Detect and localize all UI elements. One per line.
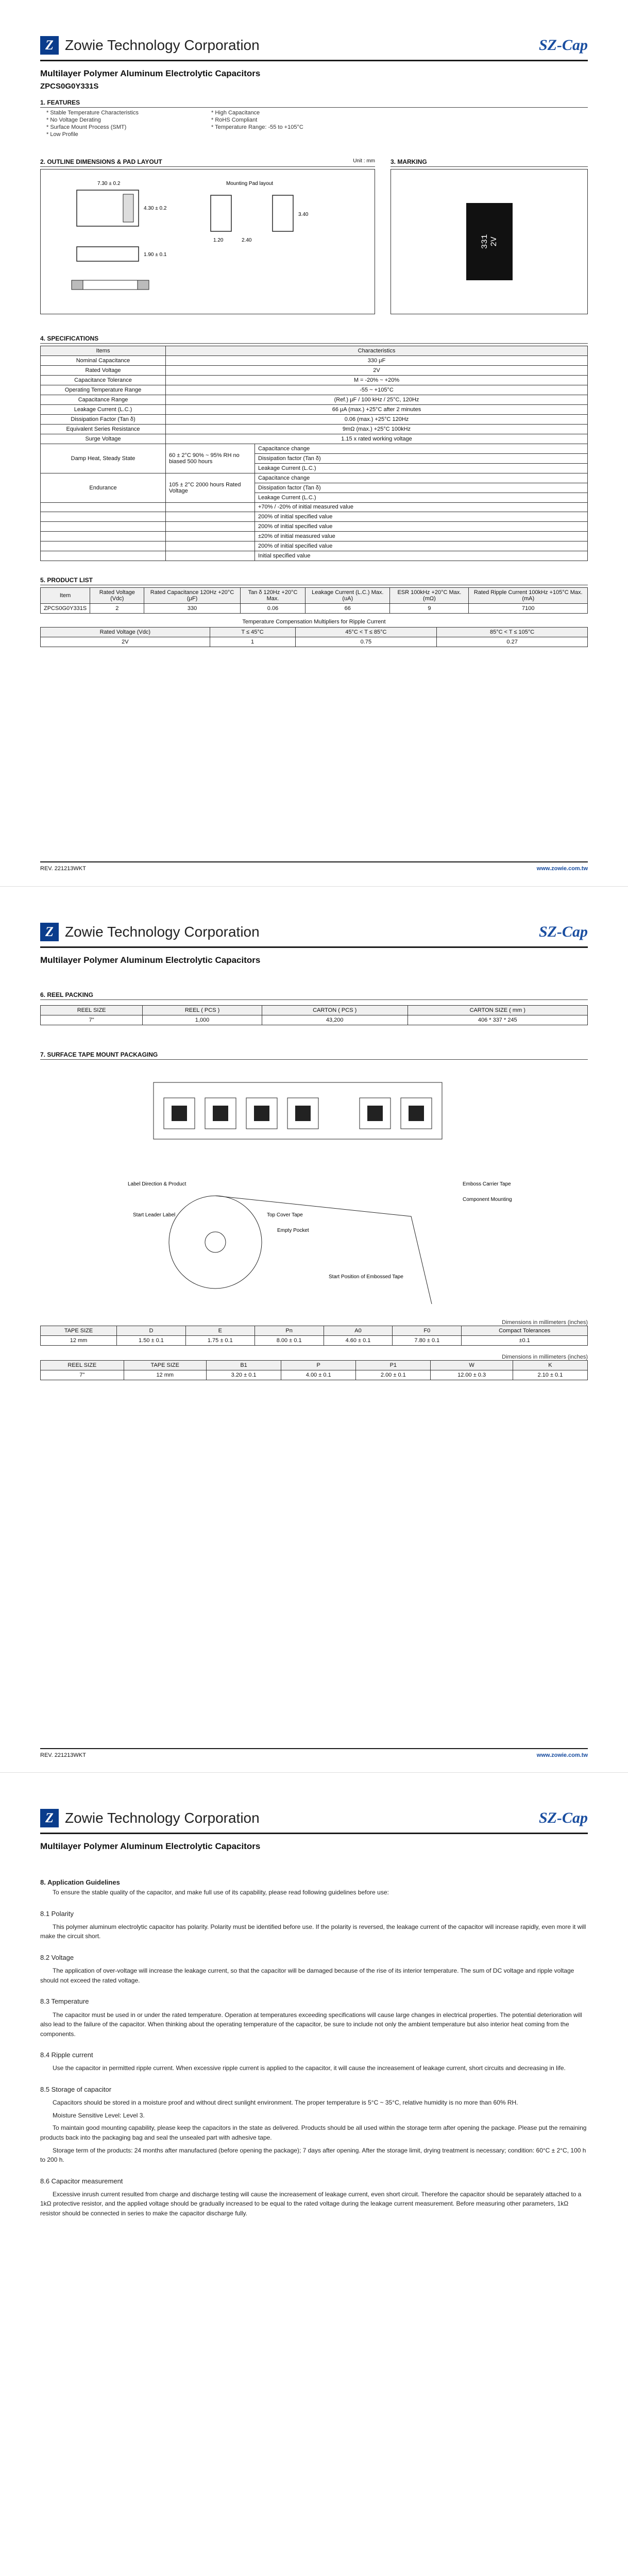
table-row: Surge Voltage 1.15 x rated working voltage bbox=[41, 434, 588, 444]
feature-item: * Temperature Range: -55 to +105°C bbox=[211, 124, 376, 130]
part-number: ZPCS0G0Y331S bbox=[40, 82, 99, 91]
page-3 bbox=[0, 1772, 628, 2576]
page-2 bbox=[0, 886, 628, 1773]
page-header bbox=[40, 1773, 588, 1834]
marking-line: 2V bbox=[489, 236, 499, 247]
section-text: This polymer aluminum electrolytic capacitor has polarity. Polarity must be identified before use. If the polarity is reversed, the leakage current of the capacitor will increase rapidly, even more it will make the circuit short. bbox=[40, 1923, 586, 1940]
section-text: The application of over-voltage will increase the leakage current, so that the capacitor will be damaged because of the rise of its interior temperature. The sum of DC voltage and ripple voltage should not exceed the rated voltage. bbox=[40, 1967, 574, 1984]
table-row: 12 mm 1.50 ± 0.1 1.75 ± 0.1 8.00 ± 0.1 4.60 ± 0.1 7.80 ± 0.1 ±0.1 bbox=[41, 1336, 588, 1346]
mounting-pad-label: Mounting Pad layout bbox=[226, 181, 274, 187]
section-text: Use the capacitor in permitted ripple current. When excessive ripple current is applied to the capacitor, it will cause the increasement of leakage current, short circuits and decreasing in life. bbox=[53, 2064, 566, 2072]
feature-item: * Surface Mount Process (SMT) bbox=[46, 124, 211, 130]
section-heading: 8.3 Temperature bbox=[40, 1997, 89, 2006]
marking-title: 3. MARKING bbox=[391, 158, 588, 167]
table-row: Operating Temperature Range -55 ~ +105°C bbox=[41, 385, 588, 395]
svg-text:Label Direction & Product: Label Direction & Product bbox=[128, 1181, 186, 1187]
dim-length: 7.30 ± 0.2 bbox=[97, 181, 121, 187]
reel-title: 6. REEL PACKING bbox=[40, 991, 588, 1000]
outline-drawing bbox=[40, 169, 375, 314]
marking-line: 331 bbox=[480, 234, 489, 249]
table-row: Endurance 105 ± 2°C 2000 hours Rated Voltage Capacitance change bbox=[41, 473, 588, 483]
rev-label: REV. 221213WKT bbox=[40, 866, 86, 872]
section-heading: 8.4 Ripple current bbox=[40, 2051, 93, 2059]
doc-title: Multilayer Polymer Aluminum Electrolytic Capacitors bbox=[40, 1841, 261, 1851]
product-table: Item Rated Voltage (Vdc) Rated Capacitance 120Hz +20°C (μF) Tan δ 120Hz +20°C Max. Leakage Current (L.C.) Max. (uA) ESR 100kHz +20°C Max. (mΩ) Rated Ripple Current 100kHz +105°C Max. (mA) ZPCS0G0Y331S 2 330 0.06 66 9 7100 bbox=[40, 587, 588, 614]
svg-text:Top Cover Tape: Top Cover Tape bbox=[267, 1212, 303, 1218]
brand-logo: SZ-Cap bbox=[538, 37, 588, 54]
table-row: Equivalent Series Resistance 9mΩ (max.) +25°C 100kHz bbox=[41, 425, 588, 434]
company-name: Zowie Technology Corporation bbox=[65, 1810, 260, 1826]
table-row: Capacitance Range (Ref.) μF / 100 kHz / 25°C, 120Hz bbox=[41, 395, 588, 405]
tape-drawing bbox=[40, 1062, 586, 1319]
section-text: To maintain good mounting capability, please keep the capacitors in the state as delivered. Products should be all used within the storage term after opening the package. Please put the remaining products back into the packaging bag and seal the unsealed part with adhesive tape. bbox=[40, 2124, 587, 2141]
guidelines-intro: To ensure the stable quality of the capacitor, and make full use of its capability, please read following guidelines before use: bbox=[53, 1889, 389, 1896]
table-row: 2V 1 0.75 0.27 bbox=[41, 637, 588, 647]
company-logo: Z bbox=[40, 36, 59, 55]
svg-text:Start Position of Embossed Tap: Start Position of Embossed Tape bbox=[329, 1274, 403, 1280]
table-row: Dissipation Factor (Tan δ) 0.06 (max.) +25°C 120Hz bbox=[41, 415, 588, 425]
product-title: 5. PRODUCT LIST bbox=[40, 577, 588, 585]
section-text: Moisture Sensitive Level: Level 3. bbox=[53, 2111, 145, 2119]
doc-title: Multilayer Polymer Aluminum Electrolytic Capacitors bbox=[40, 69, 261, 78]
section-heading: 8.2 Voltage bbox=[40, 1954, 74, 1962]
marking-chip bbox=[466, 203, 513, 280]
section-heading: 8.1 Polarity bbox=[40, 1909, 74, 1918]
feature-item: * Stable Temperature Characteristics bbox=[46, 110, 211, 116]
specs-title: 4. SPECIFICATIONS bbox=[40, 335, 588, 344]
website-link[interactable]: www.zowie.com.tw bbox=[536, 1752, 588, 1758]
doc-title: Multilayer Polymer Aluminum Electrolytic Capacitors bbox=[40, 955, 261, 965]
pad-height: 3.40 bbox=[298, 212, 309, 217]
svg-text:Emboss Carrier Tape: Emboss Carrier Tape bbox=[463, 1181, 511, 1187]
table-row: ZPCS0G0Y331S 2 330 0.06 66 9 7100 bbox=[41, 604, 588, 614]
marking-box bbox=[391, 169, 588, 314]
section-text: Excessive inrush current resulted from charge and discharge testing will cause the increasement of leakage current, even short circuit. Therefore the capacitor should be separately attached to a 1kΩ protective resistor, and the applied voltage should be gradually increased to be equal to the rated voltage during the leakage current measurement. Before measuring other parameters, 1kΩ resistor should be connected in series to make the capacitor discharge fully. bbox=[40, 2190, 582, 2217]
rev-label: REV. 221213WKT bbox=[40, 1752, 86, 1758]
table-row: 7" 1,000 43,200 406 * 337 * 245 bbox=[41, 1015, 588, 1025]
guidelines-title: 8. Application Guidelines bbox=[40, 1878, 120, 1886]
tape-title: 7. SURFACE TAPE MOUNT PACKAGING bbox=[40, 1051, 588, 1060]
spec-table: Items Characteristics Nominal Capacitance 330 μF Rated Voltage 2V Capacitance Tolerance M = -20% ~ +20% Operating Temperature Range -55 ~ +105°C Capacitance Range (Ref.) μF / 100 kHz / 25°C, 120Hz Leakage Current (L.C.) 66 μA (max.) +25°C after 2 minutes Dissipation Factor (Tan δ) 0.06 (max.) +25°C 120Hz Equivalent Series Resistance 9mΩ (max.) +25°C 100kHz Surge Voltage 1.15 x rated working voltage Damp Heat, Steady State 60 ± 2°C 90% ~ 95% RH no biased 500 hours Capacitance change Dissipation factor (Tan δ) Leakage Current (L.C.) Endurance 105 ± 2°C 2000 hours Rated Voltage Capacitance change Dissipation factor (Tan δ) Leakage Current (L.C.) bbox=[40, 346, 588, 503]
outline-title: 2. OUTLINE DIMENSIONS & PAD LAYOUT Unit : mm bbox=[40, 158, 375, 167]
pad-width: 1.20 bbox=[213, 238, 224, 243]
dims-note: Dimensions in millimeters (inches) bbox=[502, 1319, 588, 1326]
dim-height: 1.90 ± 0.1 bbox=[144, 252, 167, 258]
table-row: 7" 12 mm 3.20 ± 0.1 4.00 ± 0.1 2.00 ± 0.1 12.00 ± 0.3 2.10 ± 0.1 bbox=[41, 1370, 588, 1380]
outline-diagram bbox=[41, 170, 375, 313]
svg-text:Empty Pocket: Empty Pocket bbox=[277, 1228, 309, 1233]
table-row: Leakage Current (L.C.) 66 μA (max.) +25°C after 2 minutes bbox=[41, 405, 588, 415]
company-logo: Z bbox=[40, 923, 59, 941]
features-title: 1. FEATURES bbox=[40, 99, 588, 108]
section-text: Storage term of the products: 24 months after manufactured (before opening the package); 7 days after opening. After the storage limit, drying treatment is necessary; condition: 60°C ± 2°C, 100 h to 200 h. bbox=[40, 2146, 586, 2164]
company-logo: Z bbox=[40, 1809, 59, 1827]
section-text: Capacitors should be stored in a moisture proof and without direct sunlight environment. The proper temperature is 5°C ~ 35°C, relative humidity is no more than 60% RH. bbox=[53, 2099, 518, 2107]
company-name: Zowie Technology Corporation bbox=[65, 37, 260, 53]
spec-sub-values: +70% / -20% of initial measured value 200% of initial specified value 200% of initial specified value ±20% of initial measured value 200% of initial specified value Initial specified value bbox=[40, 502, 588, 561]
section-heading: 8.5 Storage of capacitor bbox=[40, 2086, 112, 2094]
feature-item: * Low Profile bbox=[46, 131, 211, 138]
svg-text:Component Mounting: Component Mounting bbox=[463, 1197, 512, 1202]
brand-logo: SZ-Cap bbox=[538, 1809, 588, 1826]
tape-diagram bbox=[40, 1062, 588, 1319]
multiplier-title: Temperature Compensation Multipliers for Ripple Current bbox=[242, 619, 386, 625]
reel-table: REEL SIZE REEL ( PCS ) CARTON ( PCS ) CARTON SIZE ( mm ) 7" 1,000 43,200 406 * 337 * 245 bbox=[40, 1005, 588, 1025]
svg-text:Start Leader Label: Start Leader Label bbox=[133, 1212, 176, 1218]
section-text: The capacitor must be used in or under the rated temperature. Operation at temperatures exceeding specifications will cause large changes in electrical properties. The potential deterioration will also lead to the failure of the capacitor. When thinking about the operating temperature of the capacitor, be sure to include not only the ambient temperature but also interior heat coming from the components. bbox=[40, 2011, 582, 2038]
feature-item: * No Voltage Derating bbox=[46, 117, 211, 123]
table-row: Damp Heat, Steady State 60 ± 2°C 90% ~ 95% RH no biased 500 hours Capacitance change bbox=[41, 444, 588, 454]
page-footer bbox=[40, 1748, 588, 1758]
pad-gap: 2.40 bbox=[242, 238, 252, 243]
spec-head: Items bbox=[41, 346, 166, 356]
company-name: Zowie Technology Corporation bbox=[65, 924, 260, 940]
page-header bbox=[40, 887, 588, 948]
table-row: Rated Voltage 2V bbox=[41, 366, 588, 376]
table-row: Nominal Capacitance 330 μF bbox=[41, 356, 588, 366]
feature-item: * High Capacitance bbox=[211, 110, 376, 116]
spec-head: Characteristics bbox=[166, 346, 588, 356]
brand-logo: SZ-Cap bbox=[538, 923, 588, 940]
page-1 bbox=[0, 0, 628, 886]
section-heading: 8.6 Capacitor measurement bbox=[40, 2177, 123, 2185]
page-footer bbox=[40, 861, 588, 872]
table-row: Capacitance Tolerance M = -20% ~ +20% bbox=[41, 376, 588, 385]
website-link[interactable]: www.zowie.com.tw bbox=[536, 866, 588, 872]
dim-width: 4.30 ± 0.2 bbox=[144, 206, 167, 211]
page-header bbox=[40, 0, 588, 61]
multiplier-table: Rated Voltage (Vdc) T ≤ 45°C 45°C < T ≤ 85°C 85°C < T ≤ 105°C 2V 1 0.75 0.27 bbox=[40, 627, 588, 647]
dims-note: Dimensions in millimeters (inches) bbox=[502, 1354, 588, 1360]
feature-item: * RoHS Compliant bbox=[211, 117, 376, 123]
features-list bbox=[46, 110, 588, 138]
tape-table-1: TAPE SIZE D E Pn A0 F0 Compact Tolerances 12 mm 1.50 ± 0.1 1.75 ± 0.1 8.00 ± 0.1 4.60 ± 0.1 7.80 ± 0.1 ±0.1 bbox=[40, 1326, 588, 1346]
tape-table-2: REEL SIZE TAPE SIZE B1 P P1 W K 7" 12 mm 3.20 ± 0.1 4.00 ± 0.1 2.00 ± 0.1 12.00 ± 0.3 2.10 ± 0.1 bbox=[40, 1360, 588, 1380]
